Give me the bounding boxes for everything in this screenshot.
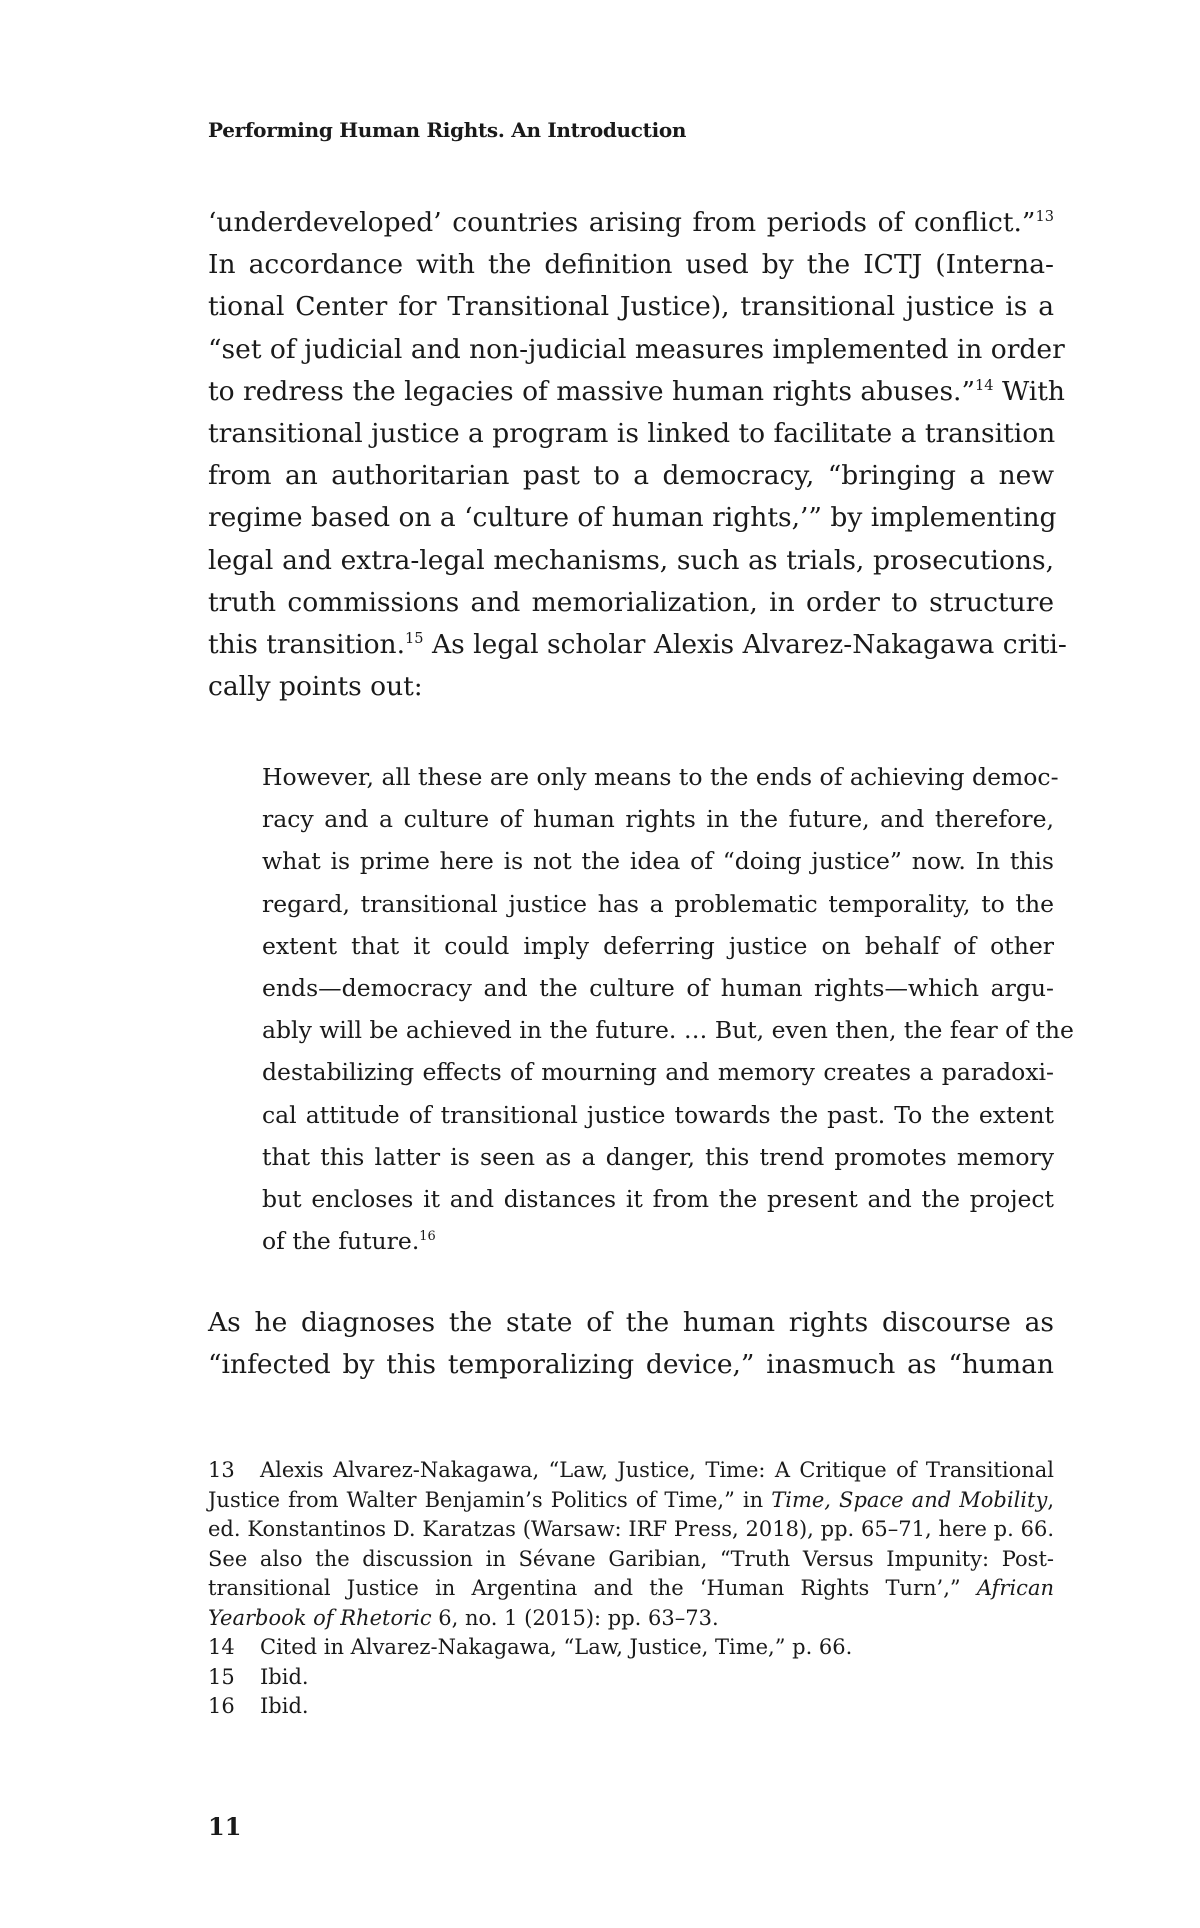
text-line: As he diagnoses the state of the human rights discourse as xyxy=(208,1307,1054,1338)
footnotes xyxy=(208,1456,1054,1722)
quote-line: ends—democracy and the culture of human rights—which argu- xyxy=(262,974,1054,1003)
text-line: cally points out: xyxy=(208,671,423,703)
quote-line: but encloses it and distances it from the present and the project xyxy=(262,1185,1054,1214)
quote-line: what is prime here is not the idea of “doing justice” now. In this xyxy=(262,847,1054,876)
footnote-number: 13 xyxy=(208,1458,235,1482)
text-line: from an authoritarian past to a democracy, “bringing a new xyxy=(208,460,1054,492)
quote-line: ably will be achieved in the future. … But, even then, the fear of the xyxy=(262,1016,1074,1045)
running-header: Performing Human Rights. An Introduction xyxy=(208,118,687,142)
text-line: “infected by this temporalizing device,” inasmuch as “human xyxy=(208,1349,1054,1381)
text-line: this transition.$^{15}$ As legal scholar Alexis Alvarez-Nakagawa criti- xyxy=(208,629,1067,661)
footnote-16: 16 Ibid. xyxy=(208,1692,1054,1722)
body-paragraph-2 xyxy=(208,1302,1054,1386)
footnote-ref[interactable]: 16 xyxy=(419,1229,436,1245)
quote-line: cal attitude of transitional justice towards the past. To the extent xyxy=(262,1100,1054,1129)
quote-line: of the future.$^{16}$ xyxy=(262,1227,436,1256)
footnote-13: 13 Alexis Alvarez-Nakagawa, “Law, Justice, Time: A Critique of Transitional Justice from Walter Benjamin’s Politics of Time,” in Time, Space and Mobility, ed. Konstantinos D. Karatzas (Warsaw: IRF Press, 2018), pp. 65–71, here p. 66. See also the discussion in Sévane Garibian, “Truth Versus Impunity: Post-transitional Justice in Argentina and the ‘Human Rights Turn’,” African Yearbook of Rhetoric 6, no. 1 (2015): pp. 63–73. xyxy=(208,1458,1054,1630)
footnote-ref[interactable]: 13 xyxy=(1035,207,1054,225)
footnote-number: 15 xyxy=(208,1664,235,1689)
text-line: regime based on a ‘culture of human rights,’” by implementing xyxy=(208,502,1057,534)
text-line: ‘underdeveloped’ countries arising from periods of conflict.”$^{13}$ xyxy=(208,207,1054,238)
footnote-number: 14 xyxy=(208,1635,235,1659)
quote-line: regard, transitional justice has a problematic temporality, to the xyxy=(262,889,1054,918)
text-line: tional Center for Transitional Justice), transitional justice is a xyxy=(208,291,1054,323)
quote-line: racy and a culture of human rights in the future, and therefore, xyxy=(262,805,1054,834)
footnote-14: 14 Cited in Alvarez-Nakagawa, “Law, Justice, Time,” p. 66. xyxy=(208,1633,1054,1663)
footnote-number: 16 xyxy=(208,1694,235,1718)
quote-line: that this latter is seen as a danger, this trend promotes memory xyxy=(262,1142,1054,1171)
text-line: truth commissions and memorialization, in order to structure xyxy=(208,586,1054,618)
quote-line: destabilizing effects of mourning and memory creates a paradoxi- xyxy=(262,1058,1054,1087)
block-quote xyxy=(262,756,1074,1262)
page-number: 11 xyxy=(208,1812,242,1841)
body-paragraph-1 xyxy=(208,202,1067,708)
text-line: legal and extra-legal mechanisms, such as trials, prosecutions, xyxy=(208,544,1054,576)
text-line: “set of judicial and non-judicial measures implemented in order xyxy=(208,333,1065,365)
footnote-15: 15 Ibid. xyxy=(208,1663,1054,1693)
quote-line: extent that it could imply deferring justice on behalf of other xyxy=(262,931,1054,960)
footnote-ref[interactable]: 15 xyxy=(405,629,424,647)
quote-line: However, all these are only means to the ends of achieving democ- xyxy=(262,763,1059,791)
footnote-ref[interactable]: 14 xyxy=(975,376,994,394)
text-line: In accordance with the definition used by the ICTJ (Interna- xyxy=(208,249,1054,281)
text-line: transitional justice a program is linked to facilitate a transition xyxy=(208,418,1056,450)
text-line: to redress the legacies of massive human rights abuses.”$^{14}$ With xyxy=(208,375,1065,407)
